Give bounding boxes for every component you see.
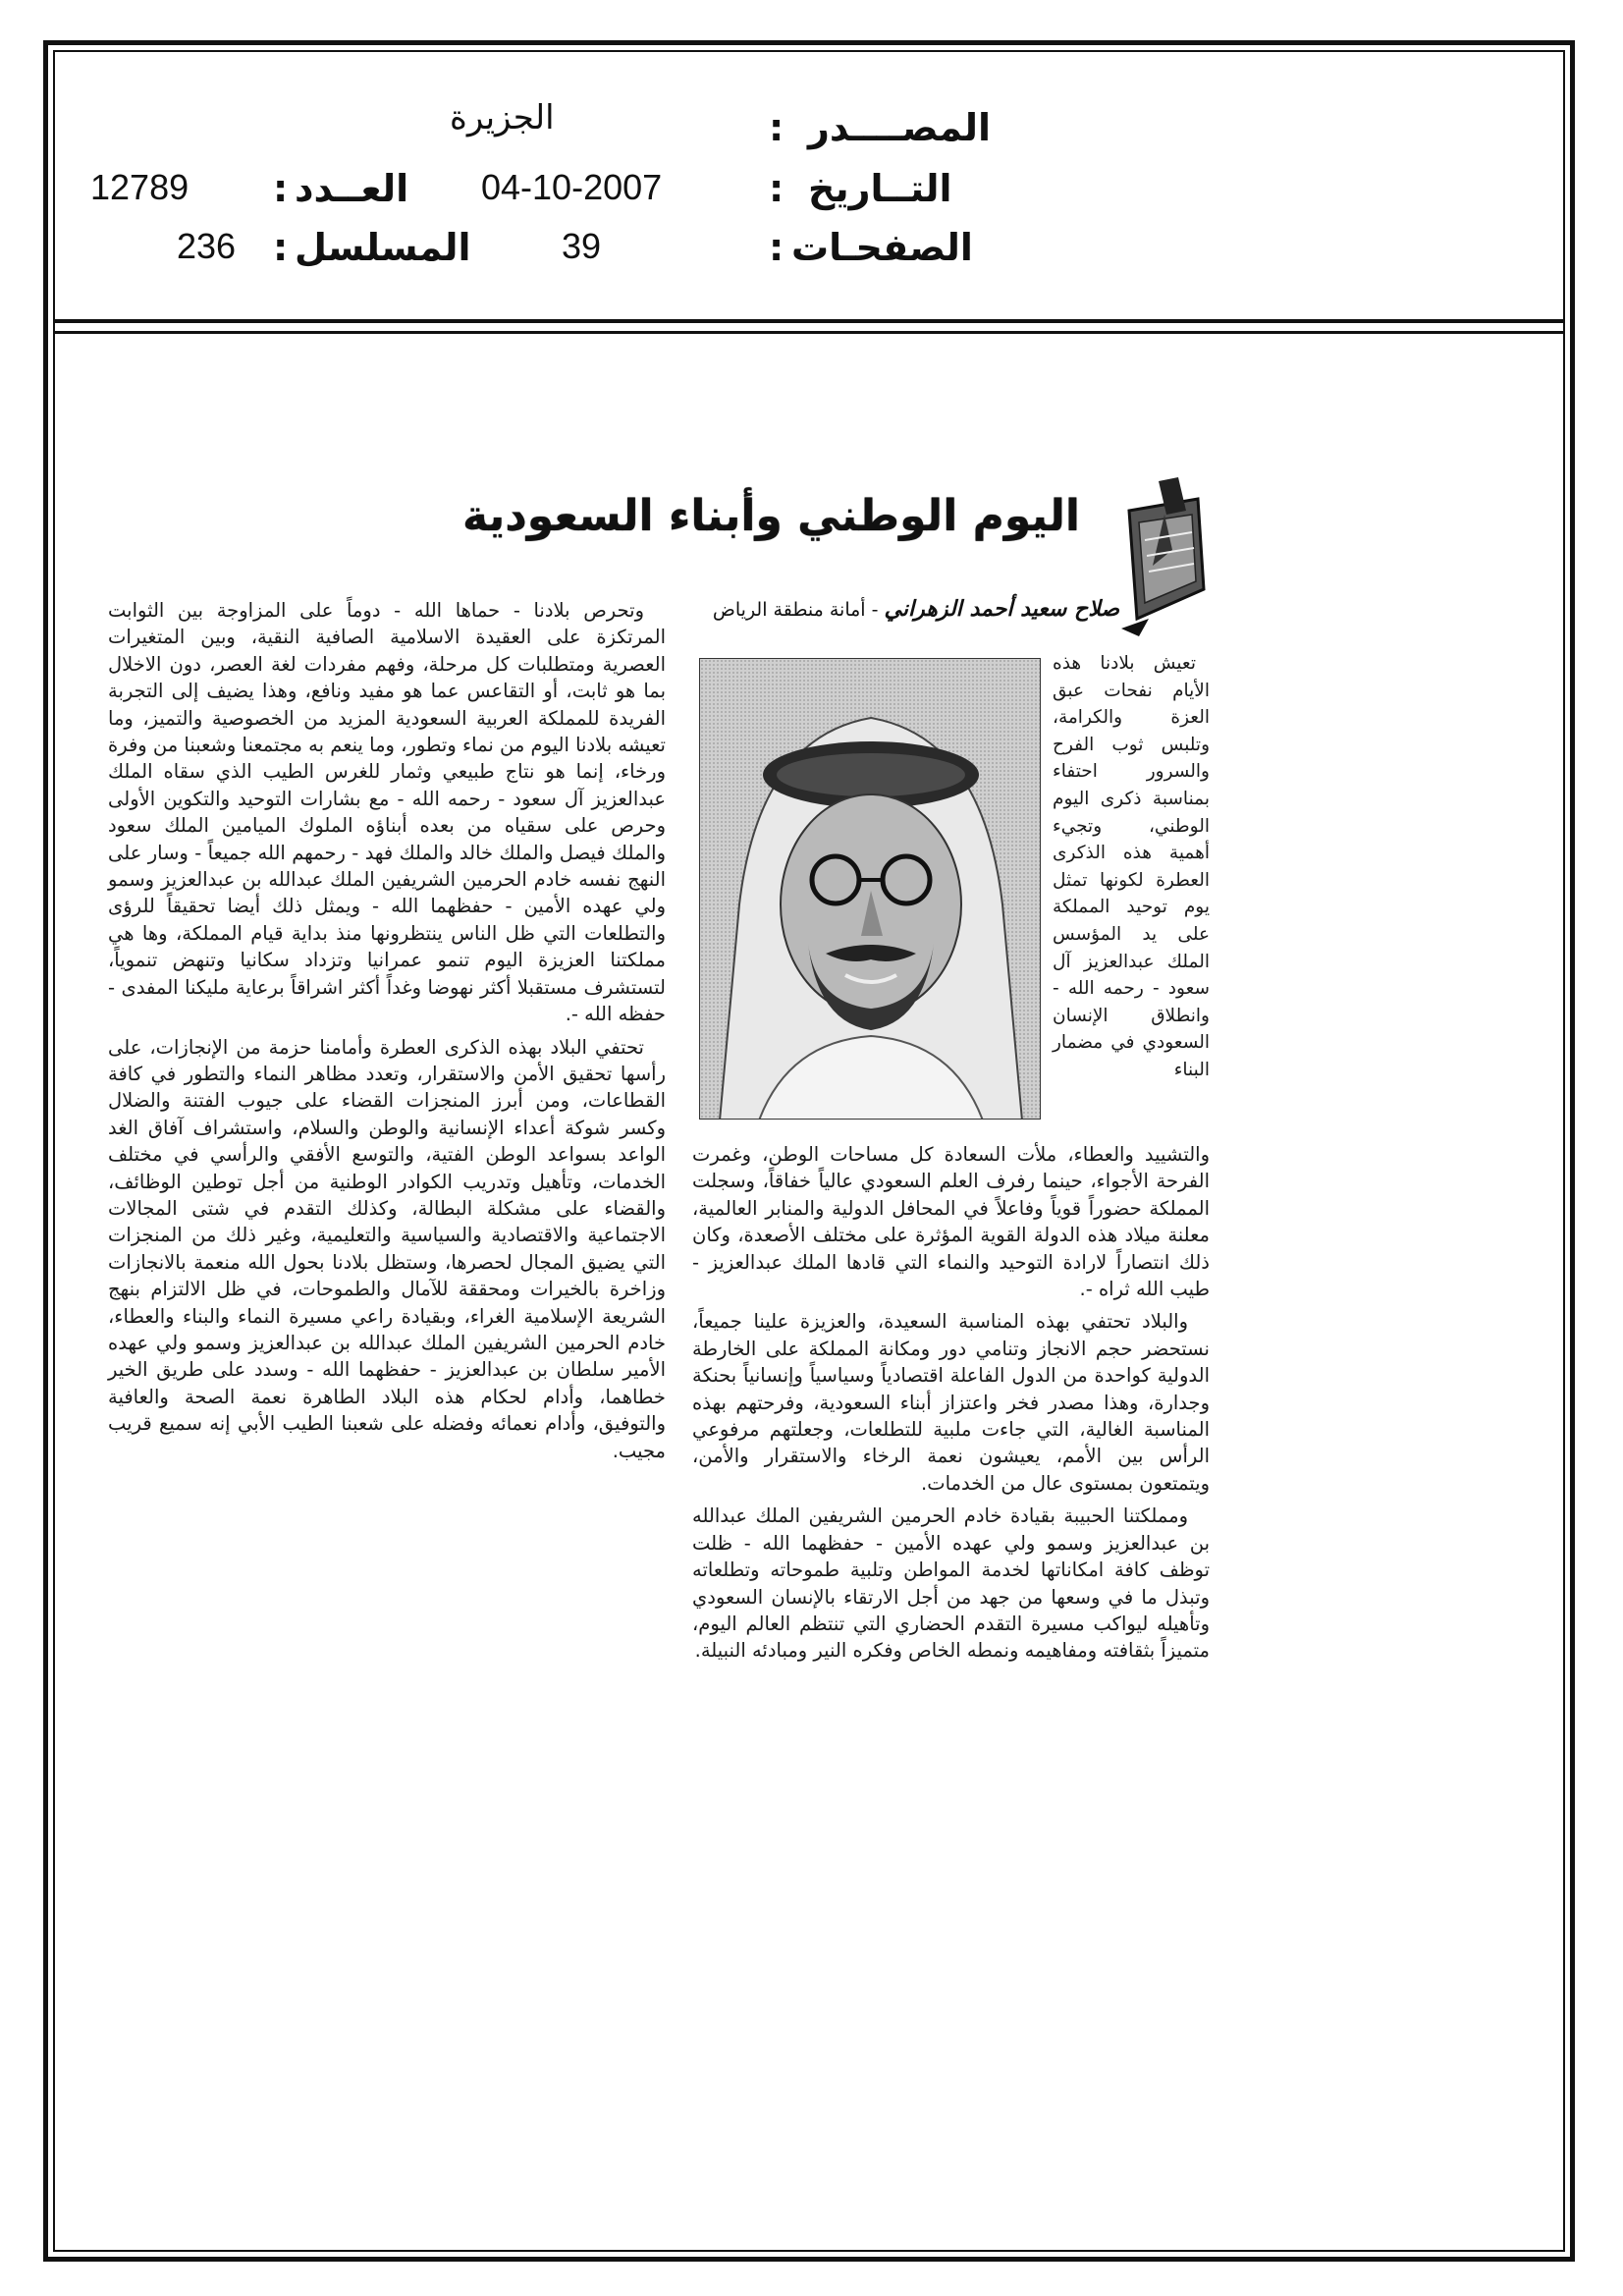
issue-value: 12789 — [90, 167, 189, 207]
pages-label: الصفحـات — [791, 226, 973, 269]
paragraph: وتحرص بلادنا - حماها الله - دوماً على المزاوجة بين الثوابت المرتكزة على العقيدة الاسلامية الصافية النقية، وبين المتغيرات العصرية ومتطلبات كل مرحلة، وفهم مفردات لغة العصر، دون الاخلال بما هو ثابت، أو التقاعس عما هو مفيد ونافع، وهذا يضيف إلى التجربة الفريدة للمملكة العربية السعودية المزيد من الخصوصية والتميز، وما تعيشه بلادنا اليوم من نماء وتطور، وما ينعم به مجتمعنا وشعبنا من وفرة ورخاء، إنما هو نتاج طبيعي وثمار للغرس الطيب الذي سقاه الملك عبدالعزيز آل سعود - رحمه الله - مع بشارات التوحيد والتكوين الأولى وحرص على سقياه من بعده أبناؤه الملوك الميامين الملك سعود والملك فيصل والملك خالد والملك فهد - رحمهم الله جميعاً - وسار على النهج نفسه خادم الحرمين الشريفين الملك عبدالله بن عبدالعزيز وسمو ولي عهده الأمين - حفظهما الله - ويمثل ذلك أيضا تحقيقاً للرؤى والتطلعات التي ظل الناس ينتظرونها منذ بداية قيام المملكة، وها هي مملكتنا العزيزة اليوم تنمو عمرانيا وتزداد سكانيا وتنهض تنموياً، لتستشرف مستقبلا أكثر نهوضا وغداً أكثر اشراقاً برعاية مليكنا المفدى - حفظه الله -. — [108, 599, 666, 1026]
source-label: المصــــدر — [808, 106, 991, 149]
serial-label: المسلسل — [295, 226, 471, 269]
date-label: التــاريخ — [808, 167, 952, 210]
issue-label: العــدد — [295, 167, 409, 210]
paragraph: تحتفي البلاد بهذه الذكرى العطرة وأمامنا حزمة من الإنجازات، على رأسها تحقيق الأمن والاستقرار، وتعدد مظاهر النماء والتطور في كافة القطاعات، ومن أبرز المنجزات القضاء على جيوب الفتنة والضلال وكسر شوكة أعداء الإنسانية والوطن والسلام، واستشراف آفاق الغد الواعد بسواعد الوطن الفتية، والتوسع الأفقي والرأسي في مختلف الخدمات، وتأهيل وتدريب الكوادر الوطنية من أجل توطين الوظائف، والقضاء على مشكلة البطالة، وكذلك التقدم في شتى المجالات الاجتماعية والاقتصادية والسياسية والتعليمية، وغير ذلك من المنجزات التي يضيق المجال لحصرها، وستظل بلادنا بحول الله منعمة بالانجازات وزاخرة بالخيرات ومحققة للآمال والطموحات، في ظل الالتزام بنهج الشريعة الإسلامية الغراء، وبقيادة راعي مسيرة النماء والبناء والعطاء، خادم الحرمين الشريفين الملك عبدالله بن عبدالعزيز وسمو ولي عهده الأمير سلطان بن عبدالعزيز - حفظهما الله - وسدد على طريق الخير خطاهما، وأدام لحكام هذه البلاد الطاهرة نعمة الصحة والعافية والتوفيق، وأدام نعمائه وفضله على شعبنا الطيب الأبي إنه سميع قريب مجيب. — [108, 1035, 666, 1462]
article-column-right-bottom — [692, 1141, 1210, 1670]
pages-value: 39 — [562, 226, 602, 266]
serial-value: 236 — [177, 226, 237, 266]
author-name: صلاح سعيد أحمد الزهراني — [884, 597, 1119, 622]
paragraph: ومملكتنا الحبيبة بقيادة خادم الحرمين الشريفين الملك عبدالله بن عبدالعزيز وسمو ولي عهده الأمين - حفظهما الله - ظلت توظف كافة امكاناتها لخدمة المواطن وتلبية طموحاته وتطلعاته وتبذل ما في وسعها من جهد من أجل الارتقاء بالإنسان السعودي وتأهيله ليواكب مسيرة التقدم الحضاري التي تنتظم العالم اليوم، متميزاً بثقافته ومفاهيمه ونمطه الخاص وفكره النير ومبادئه النبيلة. — [692, 1504, 1210, 1663]
paragraph: والبلاد تحتفي بهذه المناسبة السعيدة، والعزيزة علينا جميعاً، نستحضر حجم الانجاز وتنامي دور ومكانة المملكة على الخارطة الدولية كواحدة من الدول الفاعلة اقتصادياً وسياسياً وإنسانياً بحنكة وجدارة، وهذا مصدر فخر واعتزاز أبناء السعودية، وفرحتهم بهذه المناسبة الغالية، التي جاءت ملبية للتطلعات، وجعلتهم مرفوعي الرأس بين الأمم، يعيشون نعمة الرخاء والاستقرار والأمن، ويتمتعون بمستوى عال من الخدمات. — [692, 1310, 1210, 1495]
pages-colon: : — [769, 226, 784, 269]
paragraph: تعيش بلادنا هذه الأيام نفحات عبق العزة والكرامة، وتلبس ثوب الفرح والسرور احتفاء بمناسبة ذكرى اليوم الوطني، وتجيء أهمية هذه الذكرى العطرة لكونها تمثل يوم توحيد المملكة على يد المؤسس الملك عبدالعزيز آل سعود - رحمه الله - وانطلاق الإنسان السعودي في مضمار البناء — [1053, 653, 1210, 1080]
article-column-right-top — [1053, 650, 1210, 1090]
article-column-left — [108, 597, 666, 1470]
portrait-photo-icon — [700, 659, 1041, 1120]
source-colon: : — [769, 106, 784, 149]
pen-logo-icon — [1109, 471, 1217, 638]
source-value: الجزيرة — [450, 98, 555, 137]
paragraph: والتشييد والعطاء، ملأت السعادة كل مساحات الوطن، وغمرت الفرحة الأجواء، حينما رفرف العلم السعودي عالياً خفاقاً، وسجلت المملكة حضوراً قوياً وفاعلاً في المحافل الدولية والمنابر العالمية، معلنة ميلاد هذه الدولة القوية المؤثرة على مختلف الأصعدة، وكان ذلك انتصاراً لارادة التوحيد والنماء التي قادها الملك عبدالعزيز - طيب الله ثراه -. — [692, 1143, 1210, 1301]
header-divider-bottom — [53, 331, 1565, 334]
date-value: 04-10-2007 — [481, 167, 663, 207]
article-headline: اليوم الوطني وأبناء السعودية — [462, 491, 1080, 541]
date-colon: : — [769, 167, 784, 210]
header-divider-top — [53, 319, 1565, 323]
issue-colon: : — [273, 167, 289, 210]
author-affiliation: - أمانة منطقة الرياض — [712, 599, 885, 621]
article-byline — [687, 597, 1119, 622]
portrait-photo — [699, 658, 1041, 1120]
serial-colon: : — [273, 226, 289, 269]
